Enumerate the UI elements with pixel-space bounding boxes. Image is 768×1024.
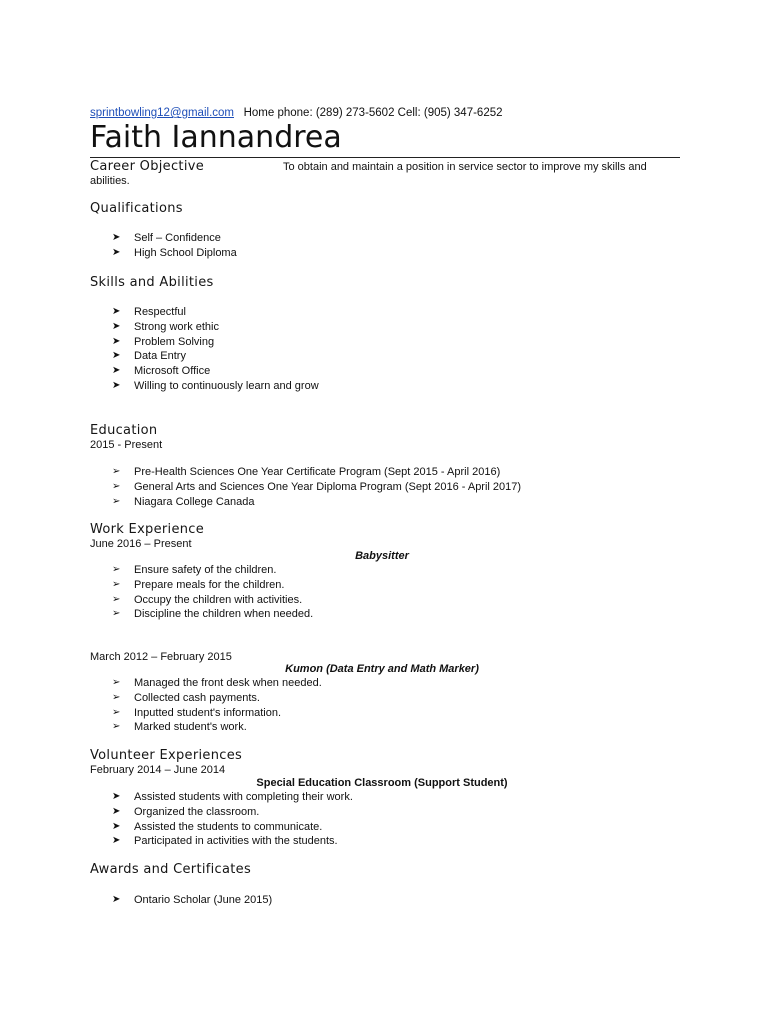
list-item: ➢ Inputted student's information. (112, 706, 282, 719)
list-item: ➢ Prepare meals for the children. (112, 578, 285, 591)
awards-list-wrap (90, 893, 272, 908)
bold-arrow-icon: ➤ (112, 335, 121, 347)
resume-page (90, 106, 680, 188)
job-dates: June 2016 – Present (90, 538, 192, 550)
career-objective-continuation: abilities. (90, 175, 130, 187)
bold-arrow-icon: ➤ (112, 232, 121, 243)
list-item: ➢ Collected cash payments. (112, 691, 260, 704)
awards-list (90, 893, 272, 908)
list-item: ➤ Strong work ethic (112, 320, 219, 333)
list-item: ➤ Ontario Scholar (June 2015) (112, 894, 273, 906)
list-item: ➢ Discipline the children when needed. (112, 608, 314, 621)
outline-arrow-icon: ➢ (112, 495, 121, 507)
list-item: ➢ Managed the front desk when needed. (112, 677, 322, 689)
bold-arrow-icon: ➤ (112, 791, 121, 802)
bold-arrow-icon: ➤ (112, 246, 121, 258)
contact-line (90, 106, 680, 120)
list-item: ➤ Data Entry (112, 350, 186, 363)
outline-arrow-icon: ➢ (112, 608, 121, 620)
job-title: Kumon (Data Entry and Math Marker) (285, 663, 479, 675)
bold-arrow-icon: ➤ (112, 320, 121, 332)
career-objective-row (90, 159, 680, 175)
skills-list-wrap (90, 305, 319, 394)
skills-section (90, 275, 214, 290)
job-duties-wrap (90, 676, 322, 735)
bold-arrow-icon: ➤ (112, 379, 121, 391)
education-heading: Education (90, 423, 158, 438)
list-item: ➢ General Arts and Sciences One Year Diploma Program (Sept 2016 - April 2017) (112, 480, 522, 493)
volunteer-title-wrap (90, 777, 674, 789)
email-link[interactable]: sprintbowling12@gmail.com (90, 107, 234, 119)
education-section (90, 423, 162, 452)
outline-arrow-icon: ➢ (112, 677, 121, 688)
awards-section (90, 862, 251, 877)
bold-arrow-icon: ➤ (112, 805, 121, 817)
list-item: ➤ Willing to continuously learn and grow (112, 379, 319, 392)
qualifications-list (90, 231, 237, 261)
job-duties-list (90, 563, 313, 622)
list-item: ➢ Pre-Health Sciences One Year Certificate Program (Sept 2015 - April 2016) (112, 466, 501, 478)
outline-arrow-icon: ➢ (112, 480, 121, 492)
work-section (90, 522, 204, 551)
list-item: ➤ Assisted the students to communicate. (112, 820, 323, 833)
outline-arrow-icon: ➢ (112, 706, 121, 718)
qualifications-heading: Qualifications (90, 201, 183, 216)
volunteer-list (90, 790, 353, 849)
list-item: ➢ Niagara College Canada (112, 495, 255, 508)
bold-arrow-icon: ➤ (112, 820, 121, 832)
education-dates: 2015 - Present (90, 439, 163, 451)
qualifications-section (90, 201, 183, 216)
qualifications-list-wrap (90, 231, 237, 261)
list-item: ➤ Self – Confidence (112, 232, 221, 244)
bold-arrow-icon: ➤ (112, 306, 121, 317)
skills-heading: Skills and Abilities (90, 275, 214, 290)
job-title-wrap (90, 663, 674, 675)
applicant-name: Faith Iannandrea (90, 121, 680, 158)
list-item: ➤ Respectful (112, 306, 186, 318)
volunteer-dates: February 2014 – June 2014 (90, 764, 226, 776)
job-duties-list (90, 676, 322, 735)
list-item: ➤ Problem Solving (112, 335, 215, 348)
job-dates: March 2012 – February 2015 (90, 651, 232, 663)
outline-arrow-icon: ➢ (112, 593, 121, 605)
phone-numbers: Home phone: (289) 273-5602 Cell: (905) 347-6252 (243, 107, 503, 119)
volunteer-list-wrap (90, 790, 353, 849)
job-title: Babysitter (355, 550, 409, 562)
education-list-wrap (90, 465, 521, 509)
list-item: ➢ Occupy the children with activities. (112, 593, 303, 606)
job-duties-wrap (90, 563, 313, 622)
volunteer-heading: Volunteer Experiences (90, 748, 243, 763)
bold-arrow-icon: ➤ (112, 894, 121, 905)
education-list (90, 465, 521, 509)
career-objective-text: To obtain and maintain a position in service sector to improve my skills and (283, 161, 647, 173)
list-item: ➤ Organized the classroom. (112, 805, 260, 818)
list-item: ➤ Participated in activities with the students. (112, 835, 338, 848)
work-heading: Work Experience (90, 522, 205, 537)
career-objective-heading: Career Objective (90, 159, 205, 174)
outline-arrow-icon: ➢ (112, 721, 121, 733)
list-item: ➢ Ensure safety of the children. (112, 564, 277, 576)
outline-arrow-icon: ➢ (112, 691, 121, 703)
skills-list (90, 305, 319, 394)
bold-arrow-icon: ➤ (112, 835, 121, 847)
outline-arrow-icon: ➢ (112, 578, 121, 590)
job-dates-wrap (90, 650, 232, 664)
job-title-wrap (90, 550, 674, 562)
outline-arrow-icon: ➢ (112, 564, 121, 575)
outline-arrow-icon: ➢ (112, 466, 121, 477)
volunteer-title: Special Education Classroom (Support Student) (256, 777, 508, 789)
list-item: ➤ Microsoft Office (112, 365, 211, 378)
list-item: ➢ Marked student's work. (112, 721, 247, 734)
bold-arrow-icon: ➤ (112, 365, 121, 377)
list-item: ➤ High School Diploma (112, 246, 237, 259)
list-item: ➤ Assisted students with completing their work. (112, 791, 353, 803)
volunteer-section (90, 748, 242, 777)
awards-heading: Awards and Certificates (90, 862, 252, 877)
bold-arrow-icon: ➤ (112, 350, 121, 362)
